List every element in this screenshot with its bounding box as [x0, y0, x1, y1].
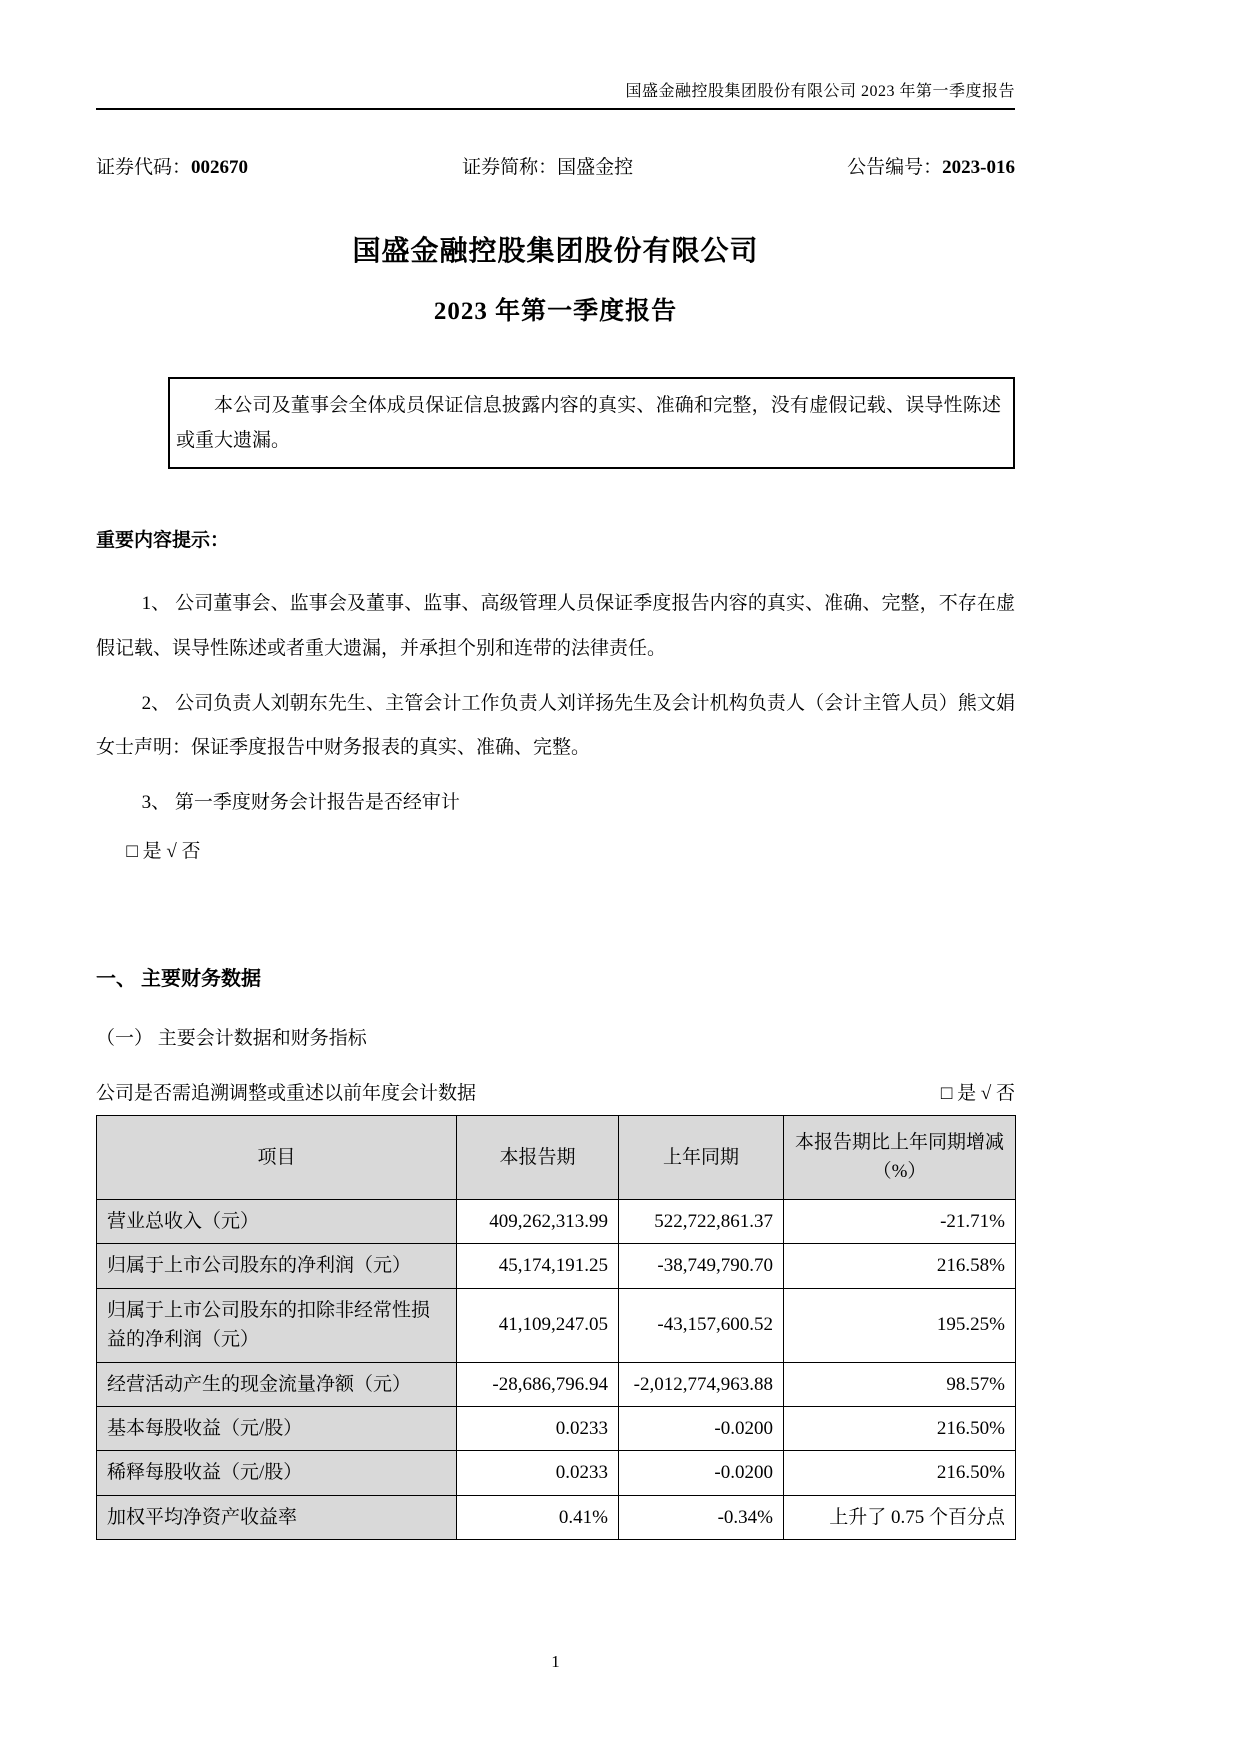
report-title-company: 国盛金融控股集团股份有限公司 — [352, 236, 759, 267]
announcement-label: 公告编号： — [847, 157, 943, 178]
subsection-heading-accounting-data: （一） 主要会计数据和财务指标 — [96, 1027, 367, 1049]
row-label-cell: 加权平均净资产收益率 — [97, 1495, 457, 1539]
value-cell: 522,722,861.37 — [619, 1199, 784, 1243]
announcement-value: 2023-016 — [942, 157, 1015, 178]
table-row — [97, 1288, 1016, 1362]
value-cell: 216.58% — [784, 1244, 1016, 1288]
codes-row — [96, 152, 1015, 179]
value-cell: -0.0200 — [619, 1451, 784, 1495]
table-header-cell: 本报告期 — [457, 1115, 619, 1199]
value-cell: 216.50% — [784, 1406, 1016, 1450]
stock-code — [96, 152, 248, 179]
stock-code-value: 002670 — [191, 157, 249, 178]
value-cell: -28,686,796.94 — [457, 1362, 619, 1406]
stock-abbr — [462, 152, 633, 179]
value-cell: 195.25% — [784, 1288, 1016, 1362]
restate-question: 公司是否需追溯调整或重述以前年度会计数据 — [96, 1082, 477, 1104]
disclaimer-text: 本公司及董事会全体成员保证信息披露内容的真实、准确和完整，没有虚假记载、误导性陈述或重大遗漏。 — [176, 395, 1001, 452]
announcement-no — [847, 152, 1015, 179]
notice-item-3: 3、 第一季度财务会计报告是否经审计 — [141, 791, 460, 813]
financial-table-header-row — [97, 1115, 1016, 1199]
page-number: 1 — [551, 1652, 560, 1672]
section-heading-financial-data: 一、 主要财务数据 — [96, 967, 261, 990]
value-cell: -2,012,774,963.88 — [619, 1362, 784, 1406]
stock-abbr-value: 国盛金控 — [557, 157, 634, 178]
notice-item-2: 2、 公司负责人刘朝东先生、主管会计工作负责人刘详扬先生及会计机构负责人（会计主管人员）熊文娟女士声明：保证季度报告中财务报表的真实、准确、完整。 — [96, 692, 1015, 759]
row-label-cell: 经营活动产生的现金流量净额（元） — [97, 1362, 457, 1406]
value-cell: 0.41% — [457, 1495, 619, 1539]
value-cell: 0.0233 — [457, 1451, 619, 1495]
value-cell: -38,749,790.70 — [619, 1244, 784, 1288]
value-cell: -0.34% — [619, 1495, 784, 1539]
disclaimer-box — [168, 377, 1015, 469]
restate-question-row — [96, 1078, 1015, 1105]
table-header-cell: 上年同期 — [619, 1115, 784, 1199]
table-header-cell: 项目 — [97, 1115, 457, 1199]
table-row — [97, 1406, 1016, 1450]
row-label-cell: 基本每股收益（元/股） — [97, 1406, 457, 1450]
value-cell: -43,157,600.52 — [619, 1288, 784, 1362]
audit-answer-checkboxes: □ 是 √ 否 — [126, 841, 201, 863]
table-row — [97, 1451, 1016, 1495]
running-header: 国盛金融控股集团股份有限公司 2023 年第一季度报告 — [96, 78, 1015, 110]
value-cell: 216.50% — [784, 1451, 1016, 1495]
row-label-cell: 营业总收入（元） — [97, 1199, 457, 1243]
table-row — [97, 1199, 1016, 1243]
financial-table — [96, 1115, 1016, 1540]
value-cell: 409,262,313.99 — [457, 1199, 619, 1243]
important-notice-heading: 重要内容提示： — [96, 530, 230, 552]
value-cell: 45,174,191.25 — [457, 1244, 619, 1288]
restate-answer-checkboxes: □ 是 √ 否 — [940, 1082, 1015, 1104]
table-row — [97, 1362, 1016, 1406]
notice-item-1: 1、 公司董事会、监事会及董事、监事、高级管理人员保证季度报告内容的真实、准确、完整，不存在虚假记载、误导性陈述或者重大遗漏，并承担个别和连带的法律责任。 — [96, 593, 1015, 659]
table-header-cell: 本报告期比上年同期增减（%） — [784, 1115, 1016, 1199]
financial-table-body — [97, 1199, 1016, 1540]
table-row — [97, 1495, 1016, 1539]
value-cell: 0.0233 — [457, 1406, 619, 1450]
table-row — [97, 1244, 1016, 1288]
stock-code-label: 证券代码： — [96, 157, 192, 178]
row-label-cell: 归属于上市公司股东的净利润（元） — [97, 1244, 457, 1288]
stock-abbr-label: 证券简称： — [462, 157, 558, 178]
value-cell: 41,109,247.05 — [457, 1288, 619, 1362]
value-cell: 上升了 0.75 个百分点 — [784, 1495, 1016, 1539]
value-cell: -0.0200 — [619, 1406, 784, 1450]
value-cell: -21.71% — [784, 1199, 1016, 1243]
row-label-cell: 稀释每股收益（元/股） — [97, 1451, 457, 1495]
page-content — [96, 0, 1015, 1672]
value-cell: 98.57% — [784, 1362, 1016, 1406]
report-title-period: 2023 年第一季度报告 — [433, 298, 678, 325]
row-label-cell: 归属于上市公司股东的扣除非经常性损益的净利润（元） — [97, 1288, 457, 1362]
